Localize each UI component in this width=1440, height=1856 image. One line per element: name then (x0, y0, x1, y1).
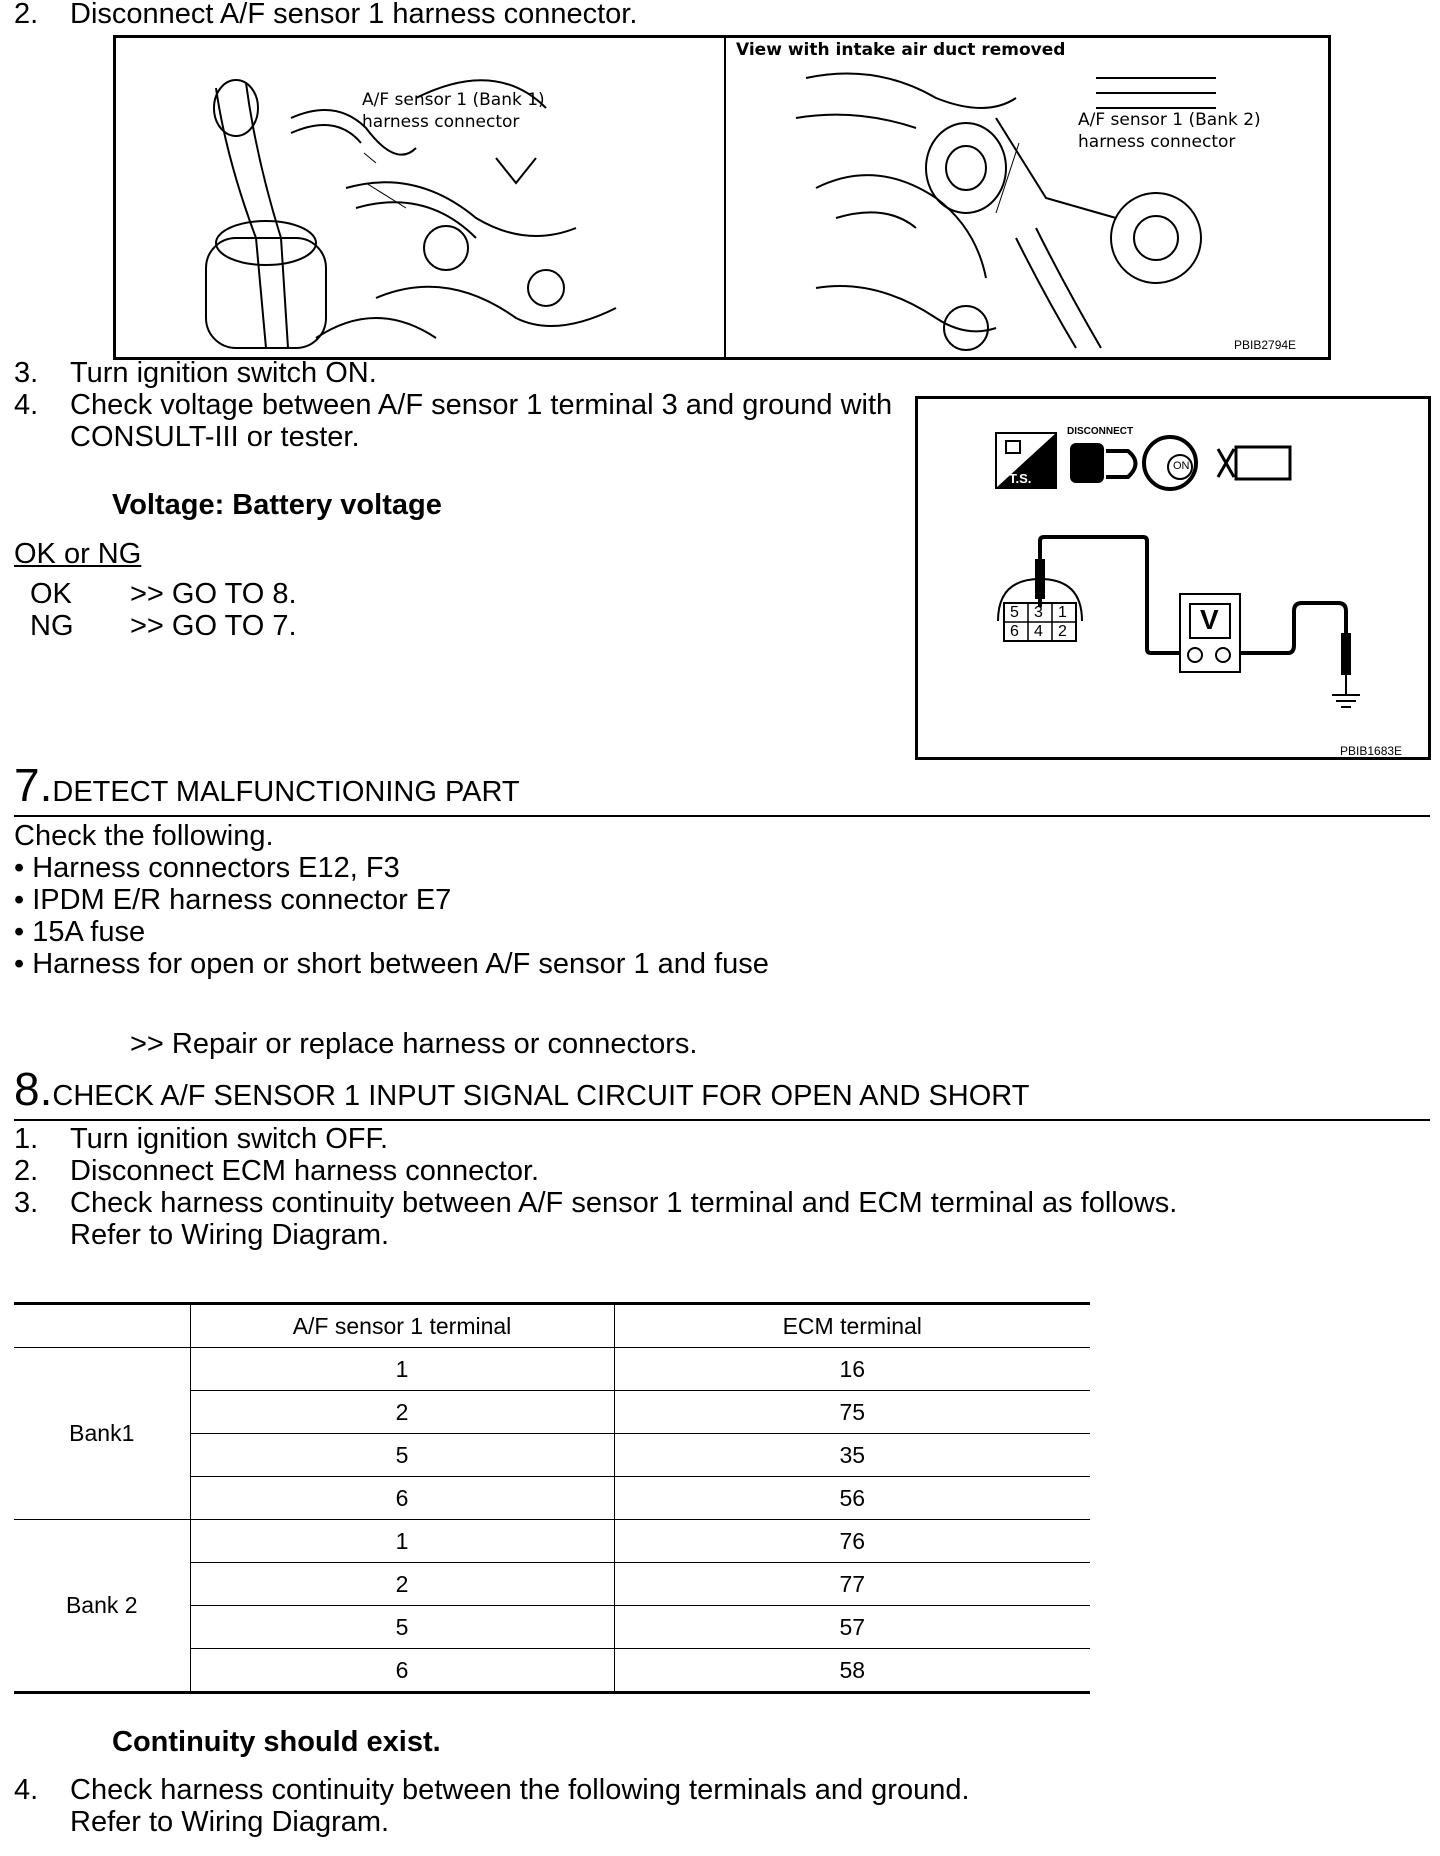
table-header: ECM terminal (614, 1304, 1090, 1348)
step-2-line (14, 0, 637, 30)
step-text: Turn ignition switch OFF. (70, 1123, 389, 1155)
bullet-text: Harness connectors E12, F3 (32, 852, 400, 884)
bank-cell: Bank 2 (14, 1520, 190, 1693)
bullet-item: • IPDM E/R harness connector E7 (14, 884, 452, 916)
pin-4: 4 (1034, 623, 1043, 640)
ecm-terminal-cell: 35 (614, 1434, 1090, 1477)
pin-5: 5 (1010, 604, 1019, 621)
bullet-item: • 15A fuse (14, 916, 146, 948)
disconnect-label: DISCONNECT (1067, 426, 1134, 437)
step-number: 4. (14, 1774, 39, 1806)
pin-2: 2 (1058, 623, 1067, 640)
ecm-terminal-cell: 16 (614, 1348, 1090, 1391)
step-8-heading (14, 1062, 1029, 1116)
sensor-terminal-cell: 1 (190, 1348, 614, 1391)
bank2-sensor-label: A/F sensor 1 (Bank 2) (1078, 110, 1261, 130)
ground-symbol (1332, 675, 1360, 707)
terminal-continuity-table (14, 1302, 1090, 1694)
bullet-text: 15A fuse (32, 916, 146, 948)
step-number: 4. (14, 389, 39, 421)
step-text: Disconnect ECM harness connector. (70, 1155, 540, 1187)
step-7-intro: Check the following. (14, 820, 274, 852)
step-8-line (14, 1155, 539, 1187)
bank-cell: Bank1 (14, 1348, 190, 1520)
pin-1: 1 (1058, 604, 1067, 621)
bullet-text: IPDM E/R harness connector E7 (32, 884, 452, 916)
table-row (14, 1348, 1090, 1391)
step-text: Turn ignition switch ON. (70, 357, 377, 389)
wiring-diagram-ref: Refer to Wiring Diagram. (70, 1219, 390, 1251)
ng-result-label: NG (30, 610, 74, 642)
sensor-terminal-cell: 6 (190, 1649, 614, 1693)
sensor-terminal-cell: 1 (190, 1520, 614, 1563)
ecm-terminal-cell: 75 (614, 1391, 1090, 1434)
sensor-terminal-cell: 2 (190, 1391, 614, 1434)
disconnect-icon (1070, 443, 1136, 483)
pin-6: 6 (1010, 623, 1019, 640)
step-7-title: DETECT MALFUNCTIONING PART (52, 776, 520, 808)
ecm-terminal-cell: 57 (614, 1606, 1090, 1649)
bank2-connector-label: harness connector (1078, 132, 1236, 152)
step-7-heading (14, 758, 520, 812)
engine-off-icon (1218, 447, 1290, 479)
ecm-terminal-cell: 77 (614, 1563, 1090, 1606)
step-8-line (14, 1774, 970, 1806)
step-number: 2. (14, 0, 39, 30)
step-text: Check voltage between A/F sensor 1 terminal 3 and ground with (70, 389, 893, 421)
step-3-line (14, 357, 377, 389)
bank1-sensor-label: A/F sensor 1 (Bank 1) (362, 90, 545, 110)
ecm-terminal-cell: 58 (614, 1649, 1090, 1693)
sensor-terminal-cell: 5 (190, 1434, 614, 1477)
voltage-check-figure (915, 396, 1431, 760)
bullet-item: • Harness for open or short between A/F sensor 1 and fuse (14, 948, 769, 980)
bank1-connector-label: harness connector (362, 112, 520, 132)
voltage-check-diagram (918, 399, 1428, 757)
ecm-terminal-cell: 56 (614, 1477, 1090, 1520)
on-label: ON (1173, 460, 1190, 472)
step-8-number: 8. (14, 1063, 53, 1115)
step-text: Check harness continuity between A/F sensor 1 terminal and ECM terminal as follows. (70, 1187, 1178, 1219)
ok-ng-heading: OK or NG (14, 538, 142, 570)
step-number: 3. (14, 357, 39, 389)
engine-bay-figure (113, 35, 1331, 360)
step-4-continued: CONSULT-III or tester. (70, 421, 360, 453)
sensor-terminal-cell: 6 (190, 1477, 614, 1520)
step-8-line (14, 1187, 1177, 1219)
ts-label: T.S. (1009, 471, 1032, 486)
step-number: 1. (14, 1123, 39, 1155)
table-header (14, 1304, 190, 1348)
step-8-line (14, 1123, 388, 1155)
sensor-terminal-cell: 5 (190, 1606, 614, 1649)
ok-go-to-link[interactable]: >> GO TO 8. (130, 578, 297, 610)
engine-bay-illustration (116, 38, 1328, 357)
step-number: 2. (14, 1155, 39, 1187)
step-7-divider (14, 815, 1430, 817)
table-header: A/F sensor 1 terminal (190, 1304, 614, 1348)
figure-code: PBIB2794E (1234, 338, 1297, 352)
repair-action: >> Repair or replace harness or connectors. (130, 1028, 698, 1060)
bullet-item: • Harness connectors E12, F3 (14, 852, 400, 884)
table-header-row (14, 1304, 1090, 1348)
sensor-terminal-cell: 2 (190, 1563, 614, 1606)
step-4-line (14, 389, 892, 421)
figure-code: PBIB1683E (1340, 744, 1403, 758)
step-number: 3. (14, 1187, 39, 1219)
step-7-number: 7. (14, 759, 53, 811)
step-text: Check harness continuity between the following terminals and ground. (70, 1774, 970, 1806)
bullet-text: Harness for open or short between A/F sensor 1 and fuse (32, 948, 769, 980)
step-8-title: CHECK A/F SENSOR 1 INPUT SIGNAL CIRCUIT FOR OPEN AND SHORT (52, 1080, 1030, 1112)
voltage-spec: Voltage: Battery voltage (112, 489, 442, 521)
step-8-divider (14, 1119, 1430, 1121)
table-row (14, 1520, 1090, 1563)
view-caption: View with intake air duct removed (736, 40, 1066, 60)
wiring-diagram-ref: Refer to Wiring Diagram. (70, 1806, 390, 1838)
ok-result-label: OK (30, 578, 72, 610)
pin-3: 3 (1034, 604, 1043, 621)
ng-go-to-link[interactable]: >> GO TO 7. (130, 610, 297, 642)
meter-label: V (1200, 604, 1219, 635)
step-text: Disconnect A/F sensor 1 harness connector. (70, 0, 638, 30)
continuity-spec: Continuity should exist. (112, 1726, 441, 1758)
ecm-terminal-cell: 76 (614, 1520, 1090, 1563)
